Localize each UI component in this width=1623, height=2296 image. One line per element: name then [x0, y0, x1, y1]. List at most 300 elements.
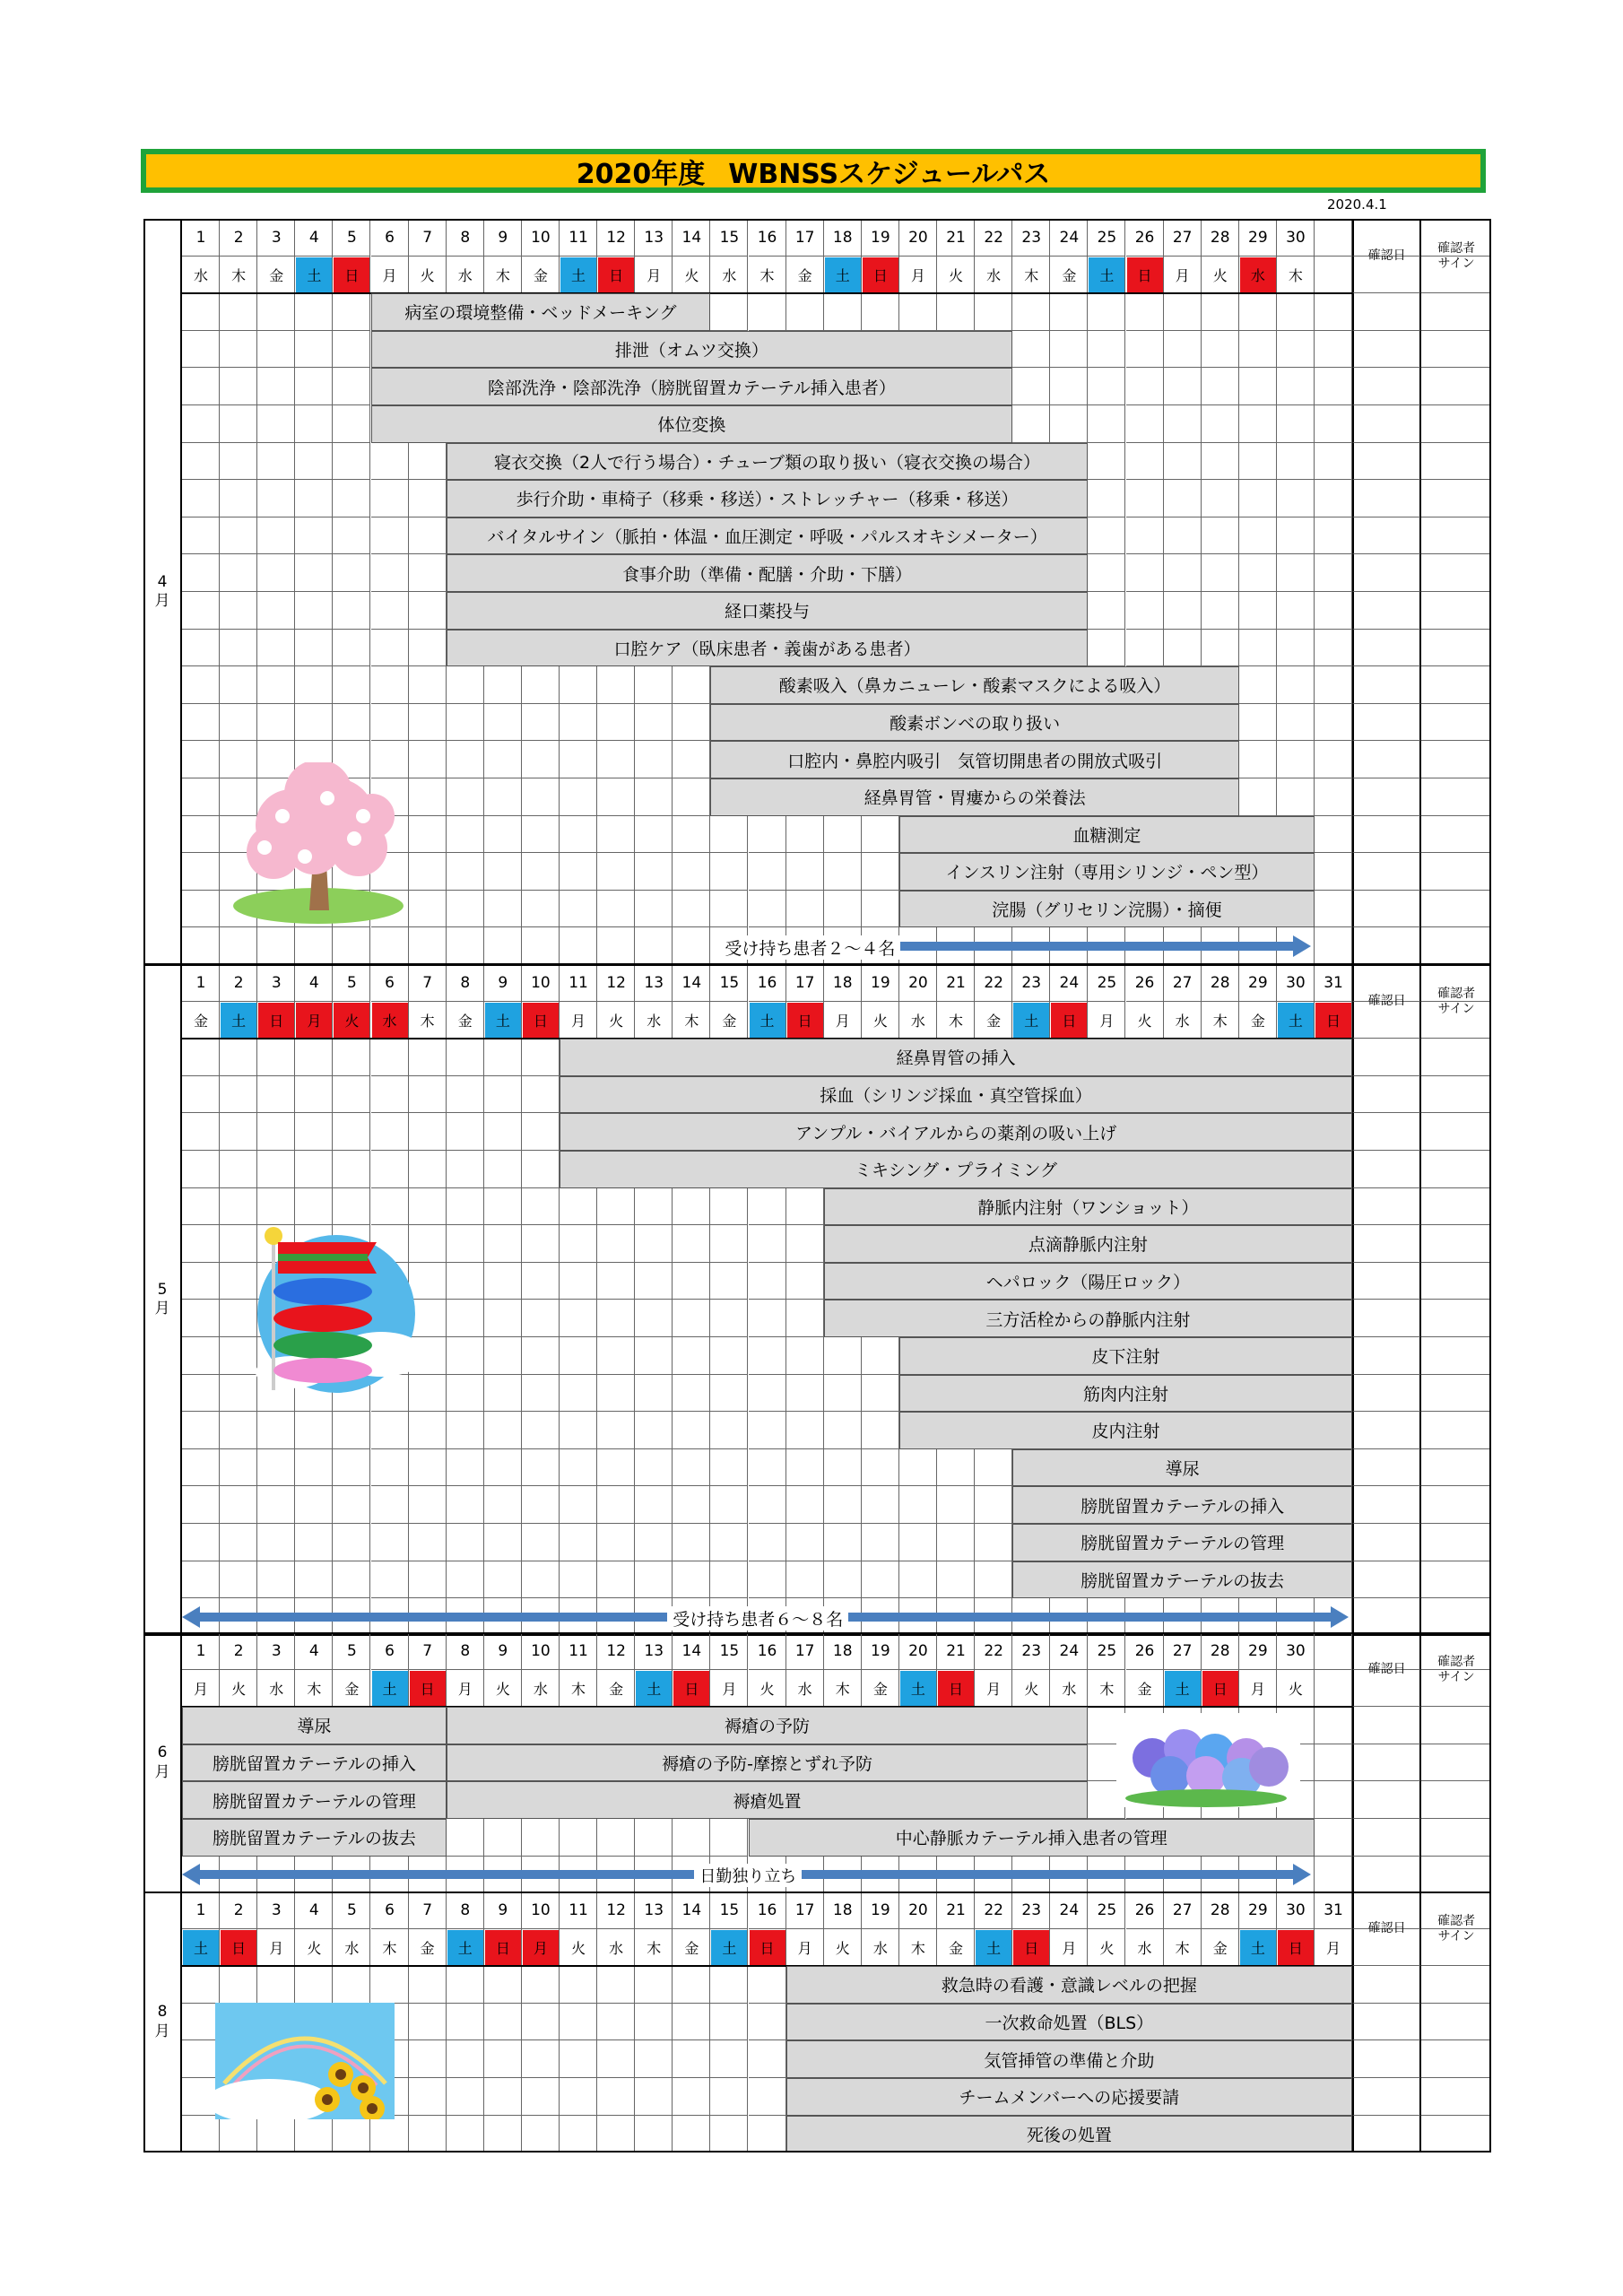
- weekday-cell: 日: [1202, 1671, 1238, 1707]
- grid-cell: [1164, 443, 1202, 481]
- grid-cell: [182, 741, 220, 778]
- grid-cell: [635, 816, 673, 854]
- grid-cell: [635, 1819, 673, 1857]
- confirm-date-cell[interactable]: [1352, 1076, 1421, 1114]
- grid-cell: [597, 1561, 635, 1599]
- confirm-date-cell[interactable]: [1352, 554, 1421, 592]
- task-bar: 救急時の看護・意識レベルの把握: [786, 1966, 1353, 2004]
- task-bar: 膀胱留置カテーテルの管理: [182, 1781, 447, 1819]
- grid-cell: [786, 1188, 824, 1226]
- grid-cell: [522, 2078, 560, 2116]
- grid-cell: [786, 1375, 824, 1413]
- grid-cell: [560, 1486, 597, 1524]
- day-number: 27: [1172, 1641, 1193, 1660]
- confirmer-sign-cell[interactable]: [1421, 368, 1491, 405]
- koi-illustration: [247, 1220, 439, 1395]
- confirm-date-cell[interactable]: [1352, 1300, 1421, 1337]
- day-number: 28: [1210, 973, 1230, 992]
- day-number: 2: [233, 1641, 244, 1660]
- grid-cell: [710, 2078, 748, 2116]
- weekday-cell: 日: [863, 257, 898, 293]
- confirmer-sign-cell[interactable]: [1421, 1449, 1491, 1487]
- grid-cell: [1126, 293, 1164, 331]
- weekday-cell: 日: [221, 1930, 256, 1966]
- grid-cell: [786, 1300, 824, 1337]
- grid-cell: [560, 1188, 597, 1226]
- confirmer-sign-cell[interactable]: [1421, 666, 1491, 704]
- grid-cell: [749, 1561, 786, 1599]
- grid-cell: [182, 1188, 220, 1226]
- weekday-cell: 日: [938, 1671, 974, 1707]
- grid-cell: [1239, 592, 1277, 630]
- day-number: 12: [606, 1641, 626, 1660]
- confirm-date-cell[interactable]: [1352, 2078, 1421, 2116]
- day-number: 20: [908, 228, 928, 247]
- confirm-date-cell[interactable]: [1352, 1151, 1421, 1188]
- arrow-label: 日勤独り立ち: [694, 1864, 802, 1887]
- day-number: 20: [908, 973, 928, 992]
- grid-cell: [1277, 704, 1315, 742]
- grid-cell: [635, 778, 673, 816]
- weekday-cell: 土: [750, 1003, 785, 1039]
- grid-cell: [560, 778, 597, 816]
- grid-cell: [1164, 405, 1202, 443]
- confirm-date-cell[interactable]: [1352, 853, 1421, 891]
- grid-cell: [673, 1819, 710, 1857]
- grid-cell: [899, 293, 937, 331]
- confirmer-sign-cell[interactable]: [1421, 1524, 1491, 1561]
- header-divider: [182, 292, 1352, 294]
- task-bar: 体位変換: [371, 405, 1013, 443]
- grid-cell: [522, 1486, 560, 1524]
- grid-cell: [257, 592, 295, 630]
- grid-cell: [749, 1337, 786, 1375]
- grid-cell: [673, 1561, 710, 1599]
- day-number: 13: [644, 1641, 664, 1660]
- task-bar: 酸素吸入（鼻カニューレ・酸素マスクによる吸入）: [710, 666, 1238, 704]
- grid-cell: [597, 741, 635, 778]
- weekday-cell: 土: [447, 1930, 483, 1966]
- weekday-cell: 土: [485, 1003, 521, 1039]
- confirmer-sign-header: 確認者 サイン: [1437, 1654, 1476, 1684]
- grid-cell: [1277, 517, 1315, 555]
- confirm-date-cell[interactable]: [1352, 293, 1421, 331]
- confirm-date-cell[interactable]: [1352, 592, 1421, 630]
- grid-cell: [371, 443, 409, 481]
- grid-cell: [522, 666, 560, 704]
- grid-cell: [371, 1966, 409, 2004]
- grid-cell: [786, 1486, 824, 1524]
- confirm-date-cell[interactable]: [1352, 1375, 1421, 1413]
- confirm-date-header: 確認日: [1367, 994, 1406, 1009]
- weekday-cell: 金: [269, 266, 284, 284]
- grid-cell: [710, 1337, 748, 1375]
- confirmer-sign-cell[interactable]: [1421, 1781, 1491, 1819]
- day-number: 10: [531, 228, 551, 247]
- confirm-date-cell[interactable]: [1352, 1966, 1421, 2004]
- grid-cell: [597, 1486, 635, 1524]
- grid-cell: [484, 1337, 522, 1375]
- grid-cell: [786, 816, 824, 854]
- grid-cell: [824, 816, 862, 854]
- grid-cell: [409, 1076, 447, 1114]
- grid-cell: [522, 1188, 560, 1226]
- confirmer-sign-cell[interactable]: [1421, 554, 1491, 592]
- confirm-date-cell[interactable]: [1352, 1819, 1421, 1857]
- confirm-date-cell[interactable]: [1352, 517, 1421, 555]
- grid-cell: [975, 1449, 1012, 1487]
- confirmer-sign-cell[interactable]: [1421, 1561, 1491, 1599]
- title-name: WBNSSスケジュールパス: [728, 158, 1051, 190]
- grid-cell: [295, 1449, 333, 1487]
- task-bar: 膀胱留置カテーテルの挿入: [182, 1744, 447, 1782]
- confirmer-sign-cell[interactable]: [1421, 443, 1491, 481]
- grid-cell: [710, 1300, 748, 1337]
- day-number: 21: [946, 973, 966, 992]
- confirmer-sign-cell[interactable]: [1421, 1966, 1491, 2004]
- confirmer-sign-cell[interactable]: [1421, 1300, 1491, 1337]
- confirm-date-cell[interactable]: [1352, 331, 1421, 369]
- confirmer-sign-cell[interactable]: [1421, 741, 1491, 778]
- grid-cell: [333, 592, 370, 630]
- confirm-date-cell[interactable]: [1352, 1039, 1421, 1076]
- grid-cell: [182, 1486, 220, 1524]
- confirm-date-cell[interactable]: [1352, 1781, 1421, 1819]
- day-number: 15: [719, 973, 740, 992]
- confirm-date-cell[interactable]: [1352, 778, 1421, 816]
- grid-cell: [484, 1412, 522, 1449]
- confirm-date-cell[interactable]: [1352, 480, 1421, 517]
- grid-cell: [182, 1300, 220, 1337]
- confirm-date-cell[interactable]: [1352, 2004, 1421, 2041]
- grid-cell: [597, 704, 635, 742]
- confirmer-sign-cell[interactable]: [1421, 1076, 1491, 1114]
- confirmer-sign-cell[interactable]: [1421, 630, 1491, 667]
- grid-cell: [257, 2116, 295, 2153]
- grid-cell: [371, 1076, 409, 1114]
- confirmer-sign-cell[interactable]: [1421, 1412, 1491, 1449]
- grid-cell: [1315, 1857, 1352, 1894]
- weekday-cell: 日: [485, 1930, 521, 1966]
- day-number: 18: [832, 1641, 853, 1660]
- grid-cell: [220, 405, 257, 443]
- confirm-date-cell[interactable]: [1352, 1598, 1421, 1636]
- grid-cell: [635, 2078, 673, 2116]
- confirmer-sign-cell[interactable]: [1421, 517, 1491, 555]
- day-number: 17: [794, 973, 815, 992]
- confirm-date-cell[interactable]: [1352, 1412, 1421, 1449]
- grid-cell: [295, 704, 333, 742]
- grid-cell: [1239, 368, 1277, 405]
- day-number: 27: [1172, 973, 1193, 992]
- grid-cell: [295, 331, 333, 369]
- confirmer-sign-cell[interactable]: [1421, 1744, 1491, 1782]
- grid-cell: [257, 1486, 295, 1524]
- day-number: 24: [1059, 1641, 1080, 1660]
- confirm-date-cell[interactable]: [1352, 2040, 1421, 2078]
- grid-cell: [182, 1966, 220, 2004]
- confirm-date-cell[interactable]: [1352, 1337, 1421, 1375]
- confirm-date-cell[interactable]: [1352, 1113, 1421, 1151]
- grid-cell: [182, 480, 220, 517]
- grid-cell: [447, 1263, 484, 1300]
- weekday-cell: 木: [949, 1012, 964, 1030]
- confirmer-sign-cell[interactable]: [1421, 1375, 1491, 1413]
- grid-cell: [862, 293, 899, 331]
- grid-cell: [1164, 293, 1202, 331]
- confirm-date-cell[interactable]: [1352, 2116, 1421, 2153]
- grid-cell: [1315, 592, 1352, 630]
- weekday-cell: 火: [231, 1680, 247, 1698]
- grid-cell: [522, 853, 560, 891]
- grid-cell: [409, 1412, 447, 1449]
- confirmer-sign-cell[interactable]: [1421, 1857, 1491, 1894]
- day-number: 5: [347, 228, 357, 247]
- confirmer-sign-cell[interactable]: [1421, 2078, 1491, 2116]
- day-number: 16: [757, 973, 777, 992]
- weekday-cell: 水: [986, 266, 1002, 284]
- confirm-date-cell[interactable]: [1352, 1744, 1421, 1782]
- weekday-cell: 火: [1024, 1680, 1039, 1698]
- day-number: 5: [347, 1900, 357, 1919]
- grid-cell: [447, 816, 484, 854]
- confirm-date-cell[interactable]: [1352, 1561, 1421, 1599]
- grid-cell: [1050, 368, 1088, 405]
- grid-cell: [749, 891, 786, 928]
- grid-cell: [447, 1966, 484, 2004]
- grid-cell: [257, 630, 295, 667]
- weekday-cell: 土: [1278, 1003, 1314, 1039]
- weekday-cell: 火: [1212, 266, 1228, 284]
- task-bar: 酸素ボンベの取り扱い: [710, 704, 1238, 742]
- sun-illustration: [215, 2003, 395, 2119]
- grid-cell: [710, 891, 748, 928]
- grid-cell: [484, 816, 522, 854]
- confirmer-sign-cell[interactable]: [1421, 1486, 1491, 1524]
- weekday-cell: 日: [334, 257, 369, 293]
- grid-cell: [257, 1449, 295, 1487]
- confirmer-sign-cell[interactable]: [1421, 2116, 1491, 2153]
- confirmer-sign-cell[interactable]: [1421, 1337, 1491, 1375]
- day-number: 11: [568, 1641, 588, 1660]
- grid-cell: [1202, 630, 1239, 667]
- grid-cell: [1315, 480, 1352, 517]
- grid-cell: [1012, 293, 1050, 331]
- confirm-date-cell[interactable]: [1352, 1707, 1421, 1744]
- weekday-cell: 火: [1099, 1939, 1115, 1957]
- grid-cell: [409, 927, 447, 965]
- grid-cell: [786, 1449, 824, 1487]
- grid-cell: [710, 1486, 748, 1524]
- grid-cell: [786, 1412, 824, 1449]
- weekday-cell: 木: [307, 1680, 322, 1698]
- grid-cell: [824, 293, 862, 331]
- grid-cell: [1315, 443, 1352, 481]
- grid-cell: [182, 891, 220, 928]
- grid-cell: [484, 2116, 522, 2153]
- grid-cell: [220, 1113, 257, 1151]
- confirm-date-cell[interactable]: [1352, 443, 1421, 481]
- confirm-date-cell[interactable]: [1352, 405, 1421, 443]
- confirm-date-cell[interactable]: [1352, 1486, 1421, 1524]
- grid-cell: [484, 1819, 522, 1857]
- grid-cell: [295, 592, 333, 630]
- day-number: 9: [498, 973, 508, 992]
- confirm-date-cell[interactable]: [1352, 1263, 1421, 1300]
- arrow-head-left: [182, 1864, 200, 1885]
- confirmer-sign-cell[interactable]: [1421, 816, 1491, 854]
- grid-cell: [333, 1412, 370, 1449]
- grid-cell: [597, 1337, 635, 1375]
- confirm-date-cell[interactable]: [1352, 630, 1421, 667]
- flower-illustration: [1116, 1713, 1300, 1807]
- grid-cell: [560, 2116, 597, 2153]
- task-bar: 口腔ケア（臥床患者・義歯がある患者）: [447, 630, 1089, 667]
- grid-cell: [1315, 517, 1352, 555]
- day-number: 21: [946, 228, 966, 247]
- grid-cell: [1088, 443, 1125, 481]
- weekday-cell: 日: [1051, 1003, 1087, 1039]
- confirm-date-cell[interactable]: [1352, 1225, 1421, 1263]
- weekday-cell: 火: [495, 1680, 510, 1698]
- task-bar: 一次救命処置（BLS）: [786, 2004, 1353, 2041]
- task-bar: ヘパロック（陽圧ロック）: [824, 1263, 1352, 1300]
- confirm-date-cell[interactable]: [1352, 704, 1421, 742]
- day-number: 19: [871, 1900, 890, 1919]
- grid-cell: [333, 1966, 370, 2004]
- grid-cell: [409, 853, 447, 891]
- weekday-cell: 土: [296, 257, 332, 293]
- day-number: 10: [531, 1900, 551, 1919]
- day-number: 15: [719, 228, 740, 247]
- confirm-date-cell[interactable]: [1352, 741, 1421, 778]
- grid-cell: [371, 480, 409, 517]
- month-label: 6 月: [143, 1632, 182, 1893]
- confirmer-sign-cell[interactable]: [1421, 2040, 1491, 2078]
- grid-cell: [220, 517, 257, 555]
- page-title: [141, 149, 1486, 193]
- grid-cell: [182, 443, 220, 481]
- grid-cell: [560, 2004, 597, 2041]
- grid-cell: [182, 1263, 220, 1300]
- grid-cell: [1126, 630, 1164, 667]
- confirm-date-cell[interactable]: [1352, 368, 1421, 405]
- task-bar: 三方活栓からの静脈内注射: [824, 1300, 1352, 1337]
- task-bar: 食事介助（準備・配膳・介助・下膳）: [447, 554, 1089, 592]
- grid-cell: [1012, 368, 1050, 405]
- day-number: 9: [498, 1900, 508, 1919]
- grid-cell: [975, 1561, 1012, 1599]
- day-number: 13: [644, 973, 664, 992]
- day-number: 2: [233, 973, 244, 992]
- confirmer-sign-cell[interactable]: [1421, 1225, 1491, 1263]
- grid-cell: [1088, 405, 1125, 443]
- confirmer-sign-cell[interactable]: [1421, 891, 1491, 928]
- grid-cell: [295, 630, 333, 667]
- grid-cell: [1050, 331, 1088, 369]
- confirmer-sign-cell[interactable]: [1421, 331, 1491, 369]
- grid-cell: [484, 853, 522, 891]
- day-number: 15: [719, 1641, 740, 1660]
- confirmer-sign-cell[interactable]: [1421, 293, 1491, 331]
- confirm-date-cell[interactable]: [1352, 1524, 1421, 1561]
- task-bar: 歩行介助・車椅子（移乗・移送）・ストレッチャー（移乗・移送）: [447, 480, 1089, 517]
- grid-cell: [257, 480, 295, 517]
- grid-cell: [295, 1524, 333, 1561]
- confirmer-sign-cell[interactable]: [1421, 1151, 1491, 1188]
- confirmer-sign-cell[interactable]: [1421, 778, 1491, 816]
- day-number: 26: [1134, 228, 1155, 247]
- grid-cell: [786, 1263, 824, 1300]
- grid-cell: [560, 2078, 597, 2116]
- confirm-date-cell[interactable]: [1352, 1857, 1421, 1894]
- day-number: 22: [984, 1900, 1003, 1919]
- grid-cell: [1315, 1670, 1352, 1708]
- confirm-date-cell[interactable]: [1352, 927, 1421, 965]
- weekday-cell: 月: [523, 1930, 559, 1966]
- confirmer-sign-cell[interactable]: [1421, 1263, 1491, 1300]
- confirmer-sign-cell[interactable]: [1421, 1819, 1491, 1857]
- day-number: 12: [606, 973, 626, 992]
- confirm-date-cell[interactable]: [1352, 1449, 1421, 1487]
- confirmer-sign-cell[interactable]: [1421, 480, 1491, 517]
- confirm-date-cell[interactable]: [1352, 891, 1421, 928]
- grid-cell: [1126, 554, 1164, 592]
- confirmer-sign-cell[interactable]: [1421, 1113, 1491, 1151]
- weekday-cell: 金: [609, 1680, 624, 1698]
- confirmer-sign-cell[interactable]: [1421, 704, 1491, 742]
- task-bar: バイタルサイン（脈拍・体温・血圧測定・呼吸・パルスオキシメーター）: [447, 517, 1089, 555]
- grid-cell: [1202, 480, 1239, 517]
- confirmer-sign-cell[interactable]: [1421, 853, 1491, 891]
- confirmer-sign-cell[interactable]: [1421, 1039, 1491, 1076]
- grid-cell: [1277, 778, 1315, 816]
- grid-cell: [1164, 630, 1202, 667]
- grid-cell: [295, 2116, 333, 2153]
- grid-cell: [295, 1151, 333, 1188]
- confirmer-sign-cell[interactable]: [1421, 592, 1491, 630]
- confirmer-sign-cell[interactable]: [1421, 1188, 1491, 1226]
- grid-cell: [484, 1375, 522, 1413]
- weekday-cell: 木: [495, 266, 510, 284]
- grid-cell: [1315, 1632, 1352, 1670]
- grid-cell: [295, 480, 333, 517]
- task-bar: 経口薬投与: [447, 592, 1089, 630]
- grid-cell: [710, 293, 748, 331]
- weekday-cell: 月: [296, 1003, 332, 1039]
- confirmer-sign-cell[interactable]: [1421, 927, 1491, 965]
- confirm-date-cell[interactable]: [1352, 1188, 1421, 1226]
- confirmer-sign-cell[interactable]: [1421, 405, 1491, 443]
- grid-cell: [635, 1486, 673, 1524]
- day-number: 30: [1286, 228, 1306, 247]
- grid-cell: [522, 1819, 560, 1857]
- confirmer-sign-cell[interactable]: [1421, 2004, 1491, 2041]
- grid-cell: [1050, 293, 1088, 331]
- confirmer-sign-header: 確認者 サイン: [1437, 1913, 1476, 1944]
- grid-cell: [447, 778, 484, 816]
- grid-cell: [1277, 630, 1315, 667]
- weekday-cell: 火: [307, 1939, 322, 1957]
- task-bar: 皮内注射: [899, 1412, 1352, 1449]
- weekday-cell: 日: [1315, 1003, 1351, 1039]
- confirm-date-cell[interactable]: [1352, 816, 1421, 854]
- confirm-date-cell[interactable]: [1352, 666, 1421, 704]
- confirmer-sign-cell[interactable]: [1421, 1598, 1491, 1636]
- confirmer-sign-cell[interactable]: [1421, 1707, 1491, 1744]
- day-number: 1: [195, 973, 206, 992]
- grid-cell: [522, 741, 560, 778]
